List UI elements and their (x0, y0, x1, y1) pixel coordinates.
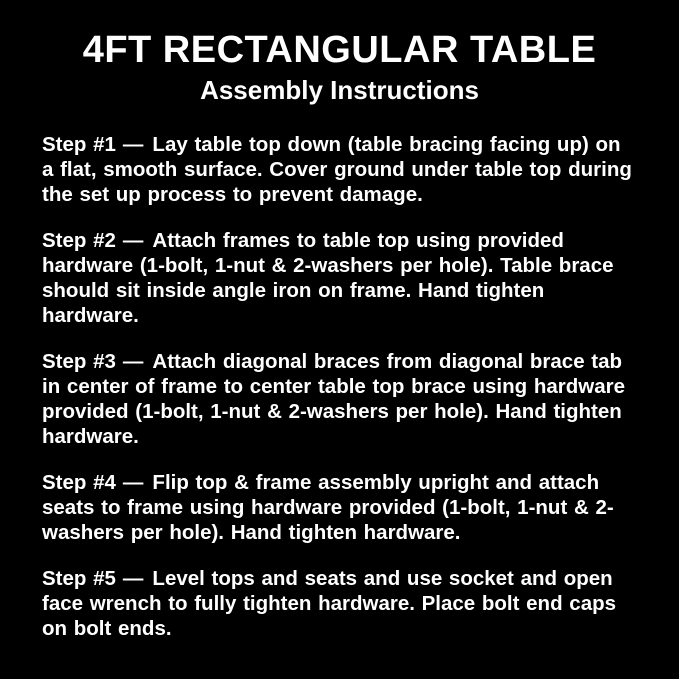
step-1-dash: — (122, 132, 144, 156)
step-3-text: Attach diagonal braces from diagonal brace tab in center of frame to center table top brace using hardware provided (1-bolt, 1-nut & 2-washers per hole). Hand tighten hardware. (42, 349, 625, 448)
step-2-dash: — (122, 228, 144, 252)
step-3-label: Step #3 (42, 349, 116, 373)
step-2-paragraph (42, 228, 637, 328)
step-1-paragraph (42, 132, 637, 207)
step-5-text: Level tops and seats and use socket and open face wrench to fully tighten hardware. Place bolt end caps on bolt ends. (42, 566, 617, 640)
step-5-label: Step #5 (42, 566, 116, 590)
step-4-text: Flip top & frame assembly upright and attach seats to frame using hardware provided (1-bolt, 1-nut & 2-washers per hole). Hand tighten hardware. (42, 470, 614, 544)
step-1-label: Step #1 (42, 132, 116, 156)
page-subtitle: Assembly Instructions (200, 74, 479, 105)
step-2-label: Step #2 (42, 228, 116, 252)
step-5-dash: — (122, 566, 144, 590)
step-5-paragraph (42, 566, 637, 641)
step-4-label: Step #4 (42, 470, 116, 494)
step-4-dash: — (122, 470, 144, 494)
page-title: 4FT RECTANGULAR TABLE (82, 29, 597, 71)
step-2-text: Attach frames to table top using provided hardware (1-bolt, 1-nut & 2-washers per hole). Table brace should sit inside angle iron on frame. Hand tighten hardware. (42, 228, 614, 327)
step-3-paragraph (42, 349, 637, 449)
step-3-dash: — (122, 349, 144, 373)
step-1-text: Lay table top down (table bracing facing up) on a flat, smooth surface. Cover ground under table top during the set up process to prevent damage. (42, 132, 632, 206)
step-4-paragraph (42, 470, 637, 545)
